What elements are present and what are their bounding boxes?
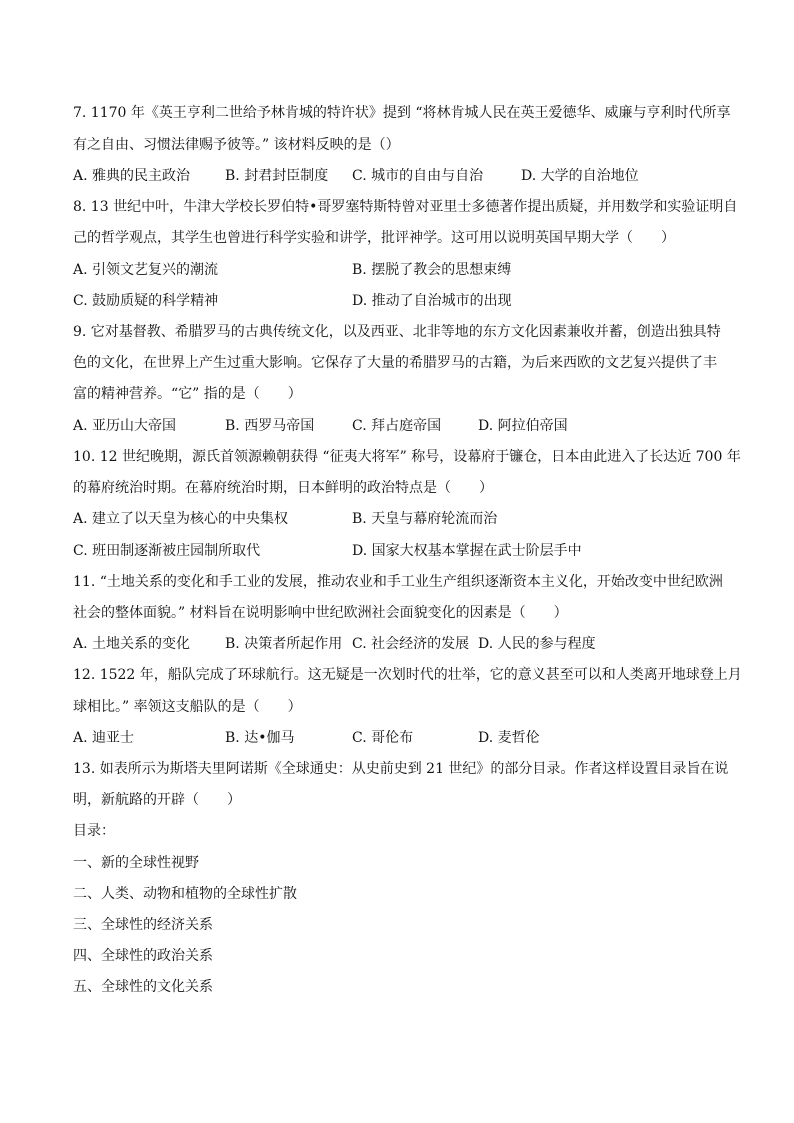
question-10-option-c: C. 班田制逐渐被庄园制所取代 bbox=[73, 543, 261, 559]
question-10-option-a: A. 建立了以天皇为核心的中央集权 bbox=[73, 511, 289, 527]
question-11-option-b: B. 决策者所起作用 bbox=[225, 636, 343, 652]
question-8-option-a: A. 引领文艺复兴的潮流 bbox=[73, 262, 219, 278]
question-9-option-d: D. 阿拉伯帝国 bbox=[478, 418, 568, 434]
question-12-line-2: 球相比。” 率领这支船队的是（ ） bbox=[73, 699, 302, 715]
question-13-line-1: 13. 如表所示为斯塔夫里阿诺斯《全球通史：从史前史到 21 世纪》的部分目录。作者这样设置目录旨在说 bbox=[73, 761, 729, 777]
toc-item-1: 一、新的全球性视野 bbox=[73, 855, 199, 871]
question-9-line-1: 9. 它对基督教、希腊罗马的古典传统文化，以及西亚、北非等地的东方文化因素兼收并蓄，创造出独具特 bbox=[73, 324, 721, 340]
question-8-option-c: C. 鼓励质疑的科学精神 bbox=[73, 293, 219, 309]
question-12-option-c: C. 哥伦布 bbox=[352, 730, 414, 746]
question-13-line-2: 明，新航路的开辟（ ） bbox=[73, 792, 241, 808]
question-9-option-c: C. 拜占庭帝国 bbox=[352, 418, 442, 434]
question-8-option-d: D. 推动了自治城市的出现 bbox=[352, 293, 512, 309]
question-11-line-2: 社会的整体面貌。” 材料旨在说明影响中世纪欧洲社会面貌变化的因素是（ ） bbox=[73, 605, 568, 621]
question-12-option-d: D. 麦哲伦 bbox=[478, 730, 540, 746]
question-10-option-d: D. 国家大权基本掌握在武士阶层手中 bbox=[352, 543, 582, 559]
question-7-option-b: B. 封君封臣制度 bbox=[225, 168, 329, 184]
question-7-option-c: C. 城市的自由与自治 bbox=[352, 168, 484, 184]
question-7-line-1: 7. 1170 年《英王亨利二世给予林肯城的特许状》提到 “将林肯城人民在英王爱德华、威廉与亨利时代所享 bbox=[73, 105, 731, 121]
question-10-line-1: 10. 12 世纪晚期，源氏首领源赖朝获得 “征夷大将军” 称号，设幕府于镰仓，日本由此进入了长达近 700 年 bbox=[73, 449, 741, 465]
question-11-line-1: 11. “土地关系的变化和手工业的发展，推动农业和手工业生产组织逐渐资本主义化，开始改变中世纪欧洲 bbox=[73, 574, 723, 590]
question-9-line-3: 富的精神营养。“它” 指的是（ ） bbox=[73, 386, 302, 402]
question-12-line-1: 12. 1522 年，船队完成了环球航行。这无疑是一次划时代的壮举，它的意义甚至可以和人类离开地球登上月 bbox=[73, 667, 742, 683]
question-7-option-d: D. 大学的自治地位 bbox=[521, 168, 639, 184]
question-11-option-c: C. 社会经济的发展 bbox=[352, 636, 470, 652]
question-8-line-1: 8. 13 世纪中叶，牛津大学校长罗伯特•哥罗塞特斯特曾对亚里士多德著作提出质疑，并用数学和实验证明自 bbox=[73, 199, 738, 215]
question-10-line-2: 的幕府统治时期。在幕府统治时期，日本鲜明的政治特点是（ ） bbox=[73, 480, 493, 496]
question-12-option-a: A. 迪亚士 bbox=[73, 730, 135, 746]
question-10-option-b: B. 天皇与幕府轮流而治 bbox=[352, 511, 498, 527]
question-11-option-d: D. 人民的参与程度 bbox=[478, 636, 596, 652]
question-12-option-b: B. 达•伽马 bbox=[225, 730, 295, 746]
toc-item-5: 五、全球性的文化关系 bbox=[73, 979, 213, 995]
toc-item-3: 三、全球性的经济关系 bbox=[73, 917, 213, 933]
question-9-option-b: B. 西罗马帝国 bbox=[225, 418, 315, 434]
question-7-option-a: A. 雅典的民主政治 bbox=[73, 168, 191, 184]
question-7-line-2: 有之自由、习惯法律赐予彼等。” 该材料反映的是（） bbox=[73, 137, 400, 153]
question-8-line-2: 己的哲学观点，其学生也曾进行科学实验和讲学，批评神学。这可用以说明英国早期大学（ ） bbox=[73, 230, 675, 246]
toc-heading: 目录： bbox=[73, 823, 115, 839]
question-11-option-a: A. 土地关系的变化 bbox=[73, 636, 191, 652]
question-8-option-b: B. 摆脱了教会的思想束缚 bbox=[352, 262, 512, 278]
question-9-line-2: 色的文化，在世界上产生过重大影响。它保存了大量的希腊罗马的古籍，为后来西欧的文艺复兴提供了丰 bbox=[73, 355, 717, 371]
toc-item-4: 四、全球性的政治关系 bbox=[73, 948, 213, 964]
question-9-option-a: A. 亚历山大帝国 bbox=[73, 418, 177, 434]
toc-item-2: 二、人类、动物和植物的全球性扩散 bbox=[73, 886, 297, 902]
